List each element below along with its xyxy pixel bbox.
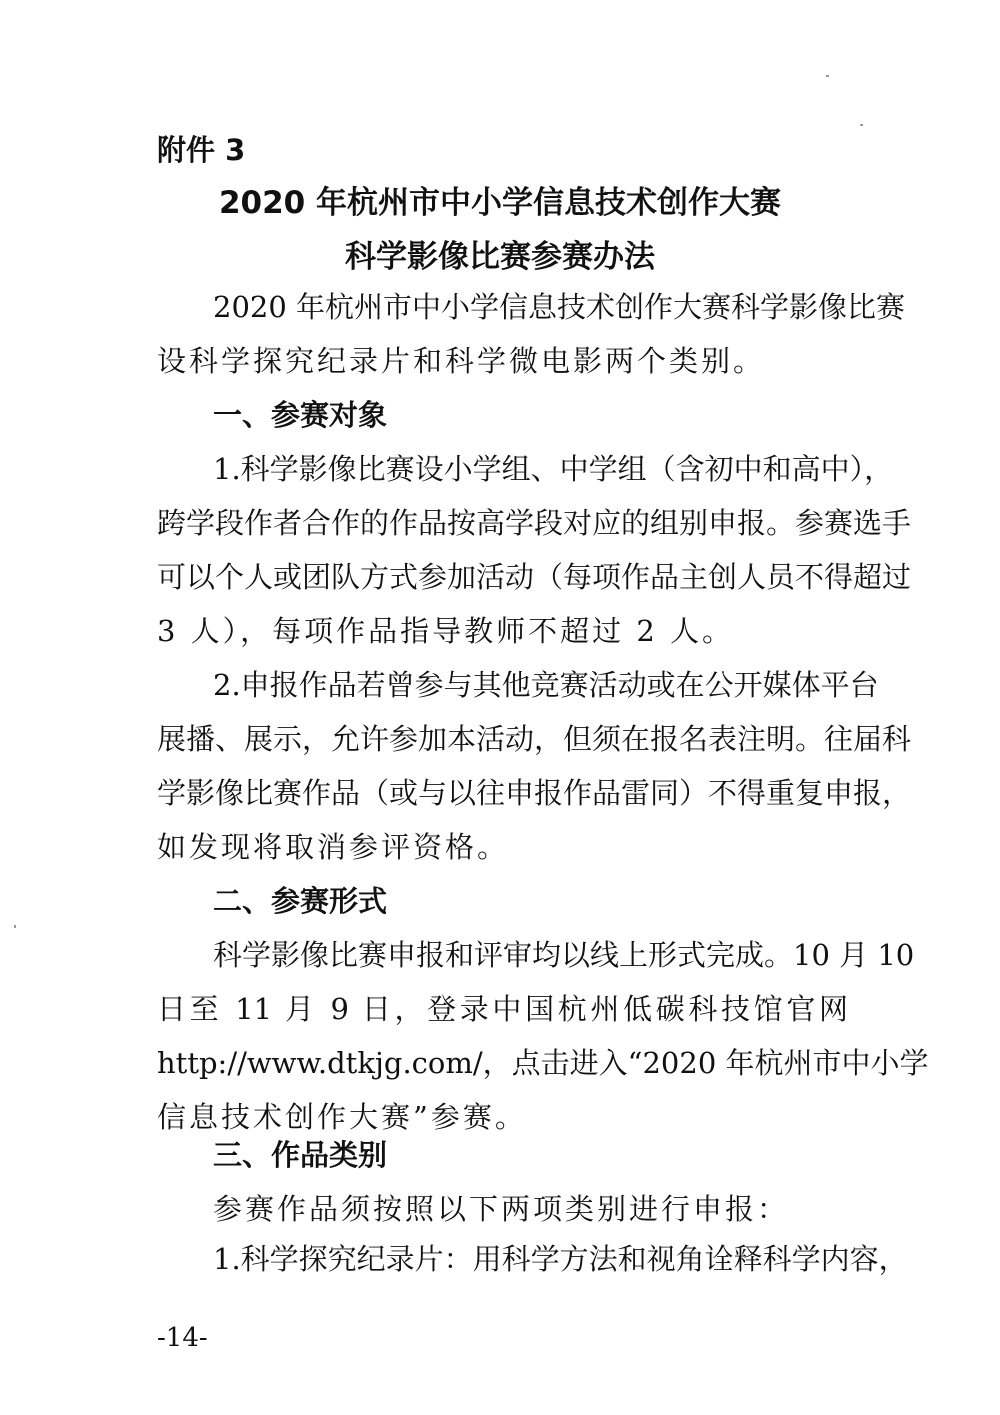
section-heading-2: 二、参赛形式 xyxy=(213,884,388,918)
scan-speck xyxy=(826,75,829,77)
section2-line-1: 科学影像比赛申报和评审均以线上形式完成。10 月 10 xyxy=(213,938,915,972)
section1-item1-line-3: 可以个人或团队方式参加活动（每项作品主创人员不得超过 xyxy=(157,560,912,594)
scan-speck xyxy=(860,124,863,126)
page-number: -14- xyxy=(157,1323,208,1353)
attachment-label: 附件 3 xyxy=(157,133,246,167)
section1-item1-line-2: 跨学段作者合作的作品按高学段对应的组别申报。参赛选手 xyxy=(157,506,912,540)
section1-item1-line-4: 3 人），每项作品指导教师不超过 2 人。 xyxy=(157,614,735,648)
section1-item2-line-3: 学影像比赛作品（或与以往申报作品雷同）不得重复申报， xyxy=(157,776,912,810)
section1-item2-line-1: 2.申报作品若曾参与其他竞赛活动或在公开媒体平台 xyxy=(213,668,879,702)
section1-item1-line-1: 1.科学影像比赛设小学组、中学组（含初中和高中）， xyxy=(213,452,894,486)
section2-line-3: http://www.dtkjg.com/，点击进入“2020 年杭州市中小学 xyxy=(157,1046,929,1080)
section3-intro: 参赛作品须按照以下两项类别进行申报： xyxy=(213,1192,790,1226)
title-line-1: 2020 年杭州市中小学信息技术创作大赛 xyxy=(218,185,782,221)
scan-speck xyxy=(14,925,16,928)
section-heading-3: 三、作品类别 xyxy=(213,1138,388,1172)
intro-line-1: 2020 年杭州市中小学信息技术创作大赛科学影像比赛 xyxy=(213,290,906,324)
section2-line-2: 日至 11 月 9 日，登录中国杭州低碳科技馆官网 xyxy=(157,992,848,1026)
intro-line-2: 设科学探究纪录片和科学微电影两个类别。 xyxy=(157,344,766,378)
section1-item2-line-4: 如发现将取消参评资格。 xyxy=(157,830,510,864)
section2-line-4: 信息技术创作大赛”参赛。 xyxy=(157,1100,527,1134)
section-heading-1: 一、参赛对象 xyxy=(213,398,388,432)
section3-item1-line-1: 1.科学探究纪录片：用科学方法和视角诠释科学内容， xyxy=(213,1242,908,1276)
section1-item2-line-2: 展播、展示，允许参加本活动，但须在报名表注明。往届科 xyxy=(157,722,912,756)
title-line-2: 科学影像比赛参赛办法 xyxy=(345,239,655,275)
